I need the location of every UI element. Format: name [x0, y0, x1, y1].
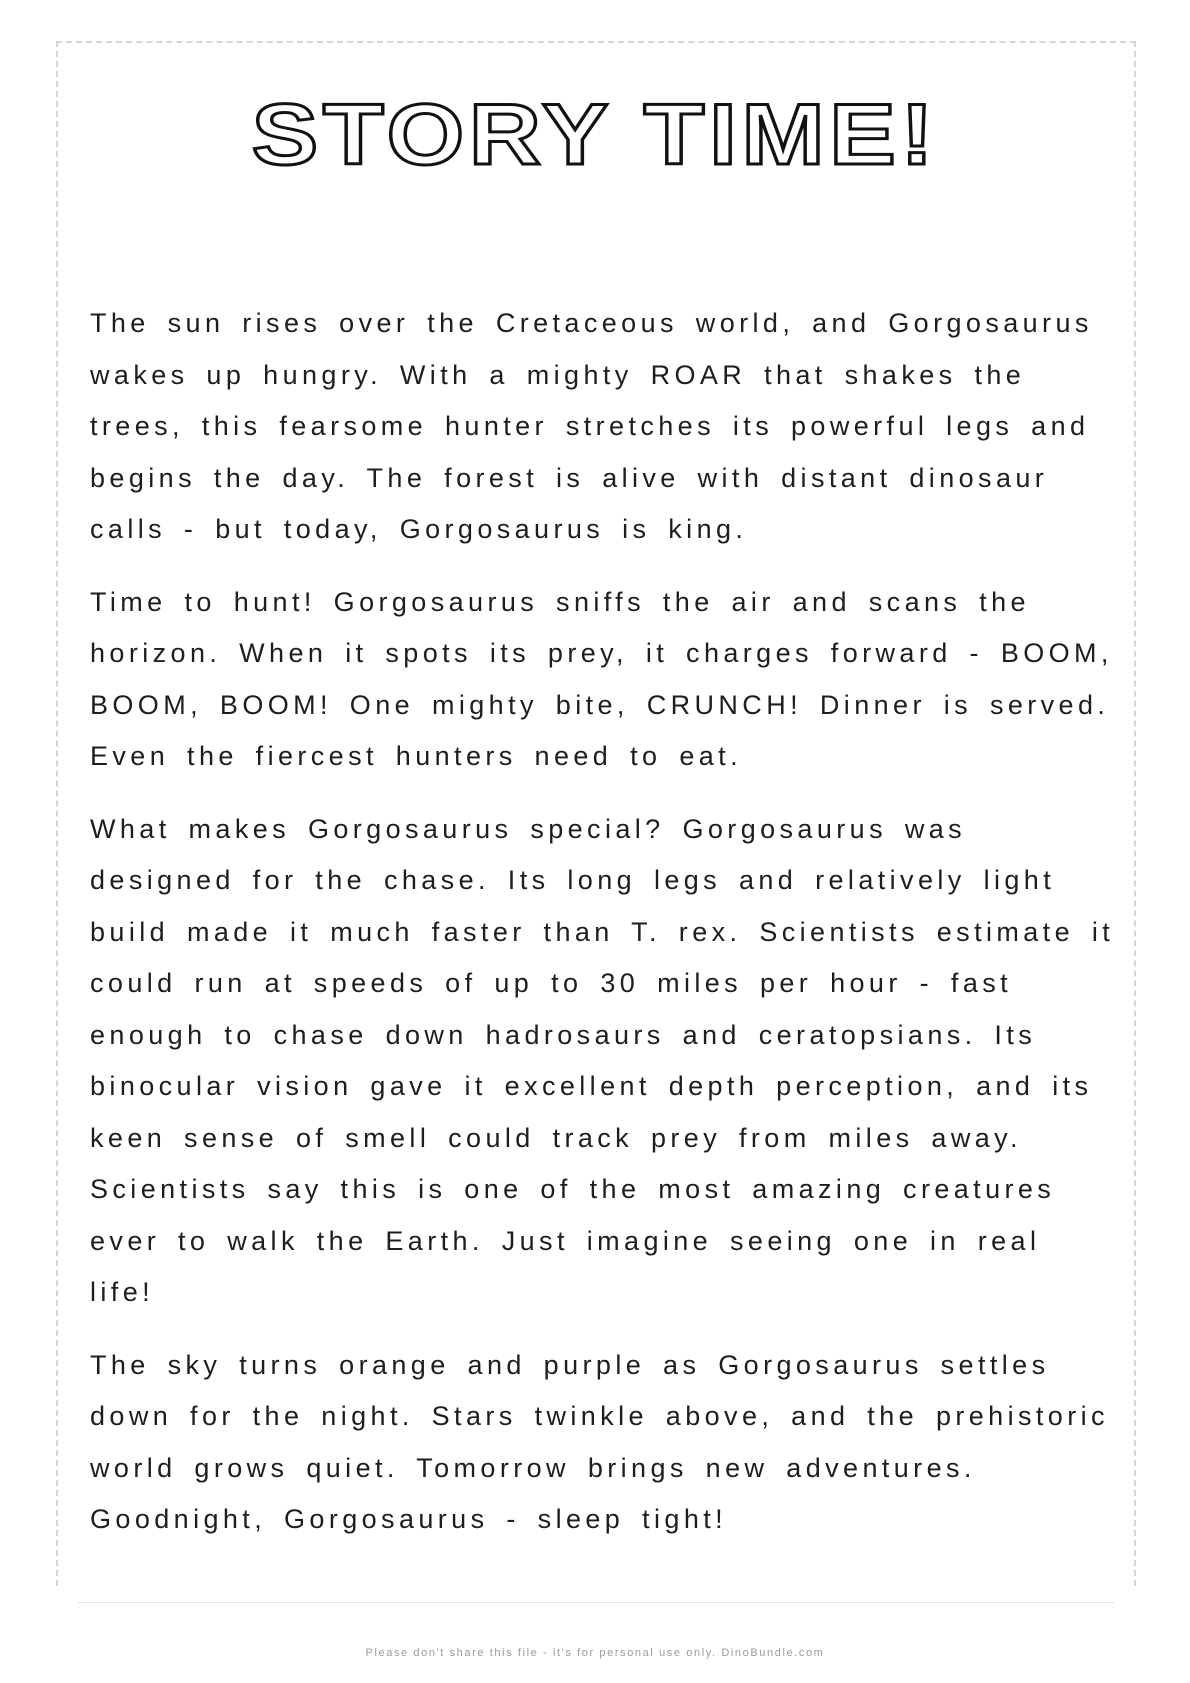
page-title: STORY TIME! — [251, 87, 939, 183]
story-paragraph-3: What makes Gorgosaurus special? Gorgosaurus was designed for the chase. Its long legs and relatively light build made it much faster than T. rex. Scientists estimate it could run at speeds of up to 30 miles per hour - fast enough to chase down hadrosaurs and ceratopsians. Its binocular vision gave it excellent depth perception, and its keen sense of smell could track prey from miles away. Scientists say this is one of the most amazing creatures ever to walk the Earth. Just imagine seeing one in real life! — [90, 813, 1115, 1307]
story-paragraph-2: Time to hunt! Gorgosaurus sniffs the air and scans the horizon. When it spots its prey, it charges forward - BOOM, BOOM, BOOM! One mighty bite, CRUNCH! Dinner is served. Even the fiercest hunters need to eat. — [90, 586, 1113, 771]
footer-divider — [78, 1602, 1114, 1603]
story-paragraph-1: The sun rises over the Cretaceous world, and Gorgosaurus wakes up hungry. With a mighty ROAR that shakes the trees, this fearsome hunter stretches its powerful legs and begins the day. The forest is alive with distant dinosaur calls - but today, Gorgosaurus is king. — [90, 308, 1093, 544]
story-paragraph-4: The sky turns orange and purple as Gorgosaurus settles down for the night. Stars twinkle above, and the prehistoric world grows quiet. Tomorrow brings new adventures. Goodnight, Gorgosaurus - sleep tight! — [90, 1349, 1109, 1534]
title-container — [0, 87, 1190, 183]
footer-notice: Please don't share this file - it's for personal use only. DinoBundle.com — [365, 1647, 825, 1659]
story-body — [90, 298, 1120, 1567]
